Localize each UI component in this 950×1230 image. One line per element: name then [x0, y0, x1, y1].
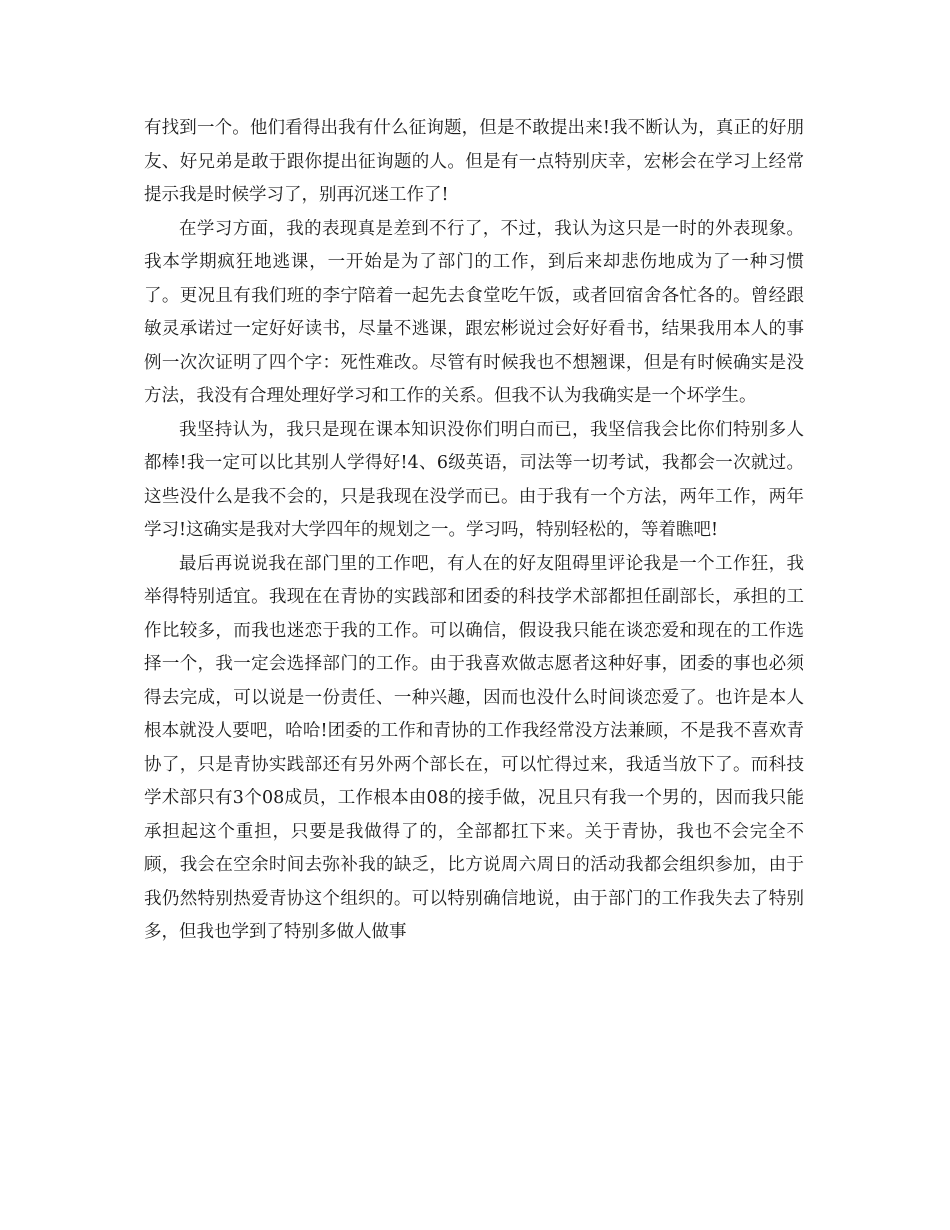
document-body [144, 112, 804, 950]
paragraph-4: 最后再说说我在部门里的工作吧，有人在的好友阻碍里评论我是一个工作狂，我举得特别适宜。我现在在青协的实践部和团委的科技学术部都担任副部长，承担的工作比较多，而我也迷恋于我的工作。可以确信，假设我只能在谈恋爱和现在的工作选择一个，我一定会选择部门的工作。由于我喜欢做志愿者这种好事，团委的事也必须得去完成，可以说是一份责任、一种兴趣，因而也没什么时间谈恋爱了。也许是本人根本就没人要吧，哈哈!团委的工作和青协的工作我经常没方法兼顾，不是我不喜欢青协了，只是青协实践部还有另外两个部长在，可以忙得过来，我适当放下了。而科技学术部只有3个08成员，工作根本由08的接手做，况且只有我一个男的，因而我只能承担起这个重担，只要是我做得了的，全部都扛下来。关于青协，我也不会完全不顾，我会在空余时间去弥补我的缺乏，比方说周六周日的活动我都会组织参加，由于我仍然特别热爱青协这个组织的。可以特别确信地说，由于部门的工作我失去了特别多，但我也学到了特别多做人做事 [144, 553, 804, 942]
paragraph-1: 有找到一个。他们看得出我有什么征询题，但是不敢提出来!我不断认为，真正的好朋友、好兄弟是敢于跟你提出征询题的人。但是有一点特别庆幸，宏彬会在学习上经常提示我是时候学习了，别再沉迷工作了! [144, 118, 804, 205]
paragraph-2: 在学习方面，我的表现真是差到不行了，不过，我认为这只是一时的外表现象。我本学期疯狂地逃课，一开始是为了部门的工作，到后来却悲伤地成为了一种习惯了。更况且有我们班的李宁陪着一起先去食堂吃午饭，或者回宿舍各忙各的。曾经跟敏灵承诺过一定好好读书，尽量不逃课，跟宏彬说过会好好看书，结果我用本人的事例一次次证明了四个字：死性难改。尽管有时候我也不想翘课，但是有时候确实是没方法，我没有合理处理好学习和工作的关系。但我不认为我确实是一个坏学生。 [144, 218, 804, 406]
paragraph-3: 我坚持认为，我只是现在课本知识没你们明白而已，我坚信我会比你们特别多人都棒!我一定可以比其别人学得好!4、6级英语，司法等一切考试，我都会一次就过。这些没什么是我不会的，只是我现在没学而已。由于我有一个方法，两年工作，两年学习!这确实是我对大学四年的规划之一。学习吗，特别轻松的，等着瞧吧! [144, 419, 804, 540]
